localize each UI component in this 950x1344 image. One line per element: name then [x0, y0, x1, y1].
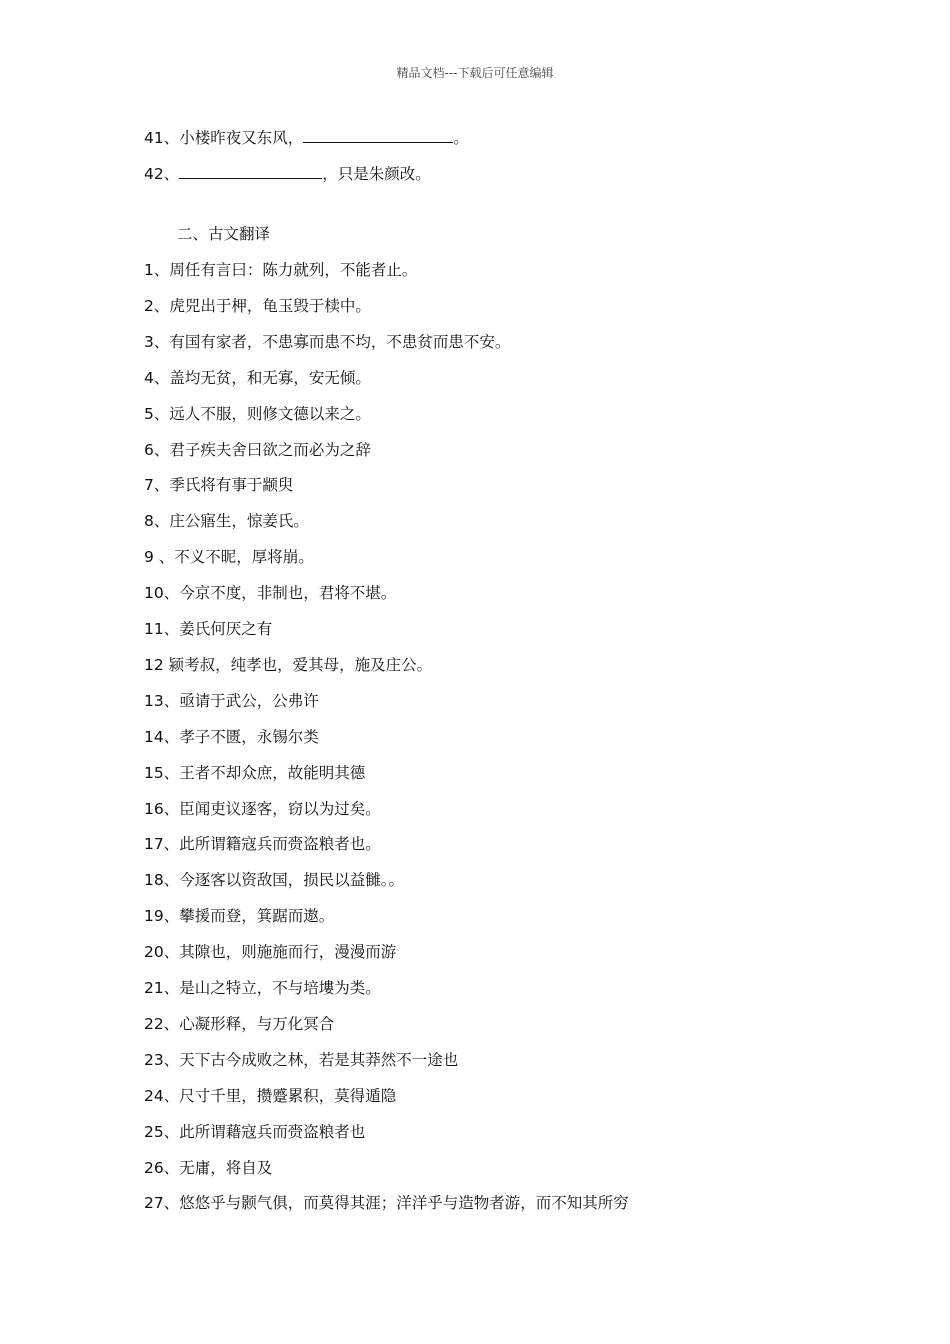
- translation-item: 5、远人不服，则修文德以来之。: [144, 404, 371, 423]
- translation-item: 19、攀援而登，箕踞而遨。: [144, 907, 335, 926]
- translation-item: 18、今逐客以资敌国，损民以益雠。。: [144, 871, 404, 890]
- translation-item: 1、周任有言曰：陈力就列，不能者止。: [144, 261, 418, 279]
- section-title: 二、古文翻译: [177, 225, 271, 243]
- fill-line-number: 41、: [144, 129, 180, 147]
- translation-item: 6、君子疾夫舍曰欲之而必为之辞: [144, 440, 371, 459]
- translation-item: 15、王者不却众庶，故能明其德: [144, 763, 366, 782]
- translation-item: 25、此所谓藉寇兵而赍盗粮者也: [144, 1122, 366, 1141]
- fill-line-42: [144, 164, 431, 184]
- translation-item: 22、心凝形释，与万化冥合: [144, 1014, 335, 1033]
- translation-item: 14、孝子不匮，永锡尔类: [144, 727, 319, 746]
- translation-item: 8、庄公寤生，惊姜氏。: [144, 512, 309, 531]
- translation-item: 26、无庸，将自及: [144, 1158, 273, 1177]
- translation-item: 17、此所谓籍寇兵而赍盗粮者也。: [144, 835, 381, 854]
- fill-line-number: 42、: [144, 165, 180, 183]
- translation-item: 23、天下古今成败之林，若是其莽然不一途也: [144, 1050, 459, 1069]
- page-header: 精品文档---下载后可任意编辑: [396, 66, 554, 80]
- translation-item: 7、季氏将有事于颛臾: [144, 476, 294, 495]
- answer-blank[interactable]: [179, 164, 322, 179]
- translation-item: 4、盖均无贫，和无寡，安无倾。: [144, 368, 371, 387]
- translation-item: 2、虎兕出于柙，龟玉毁于椟中。: [144, 296, 371, 315]
- translation-item: 24、尺寸千里，攒蹙累积，莫得遁隐: [144, 1086, 397, 1105]
- translation-item: 20、其隙也，则施施而行，漫漫而游: [144, 943, 397, 962]
- translation-item: 13、亟请于武公，公弗许: [144, 691, 319, 710]
- translation-item: 16、臣闻吏议逐客，窃以为过矣。: [144, 799, 381, 818]
- translation-item: 12 颍考叔，纯孝也，爱其母，施及庄公。: [144, 655, 433, 674]
- answer-blank[interactable]: [303, 128, 453, 143]
- translation-item: 3、有国有家者，不患寡而患不均，不患贫而患不安。: [144, 332, 511, 351]
- fill-line-text-after: ，只是朱颜改。: [322, 165, 431, 183]
- translation-item: 27、悠悠乎与颢气俱，而莫得其涯；洋洋乎与造物者游，而不知其所穷: [144, 1194, 629, 1213]
- translation-item: 9 、不义不昵，厚将崩。: [144, 548, 314, 567]
- fill-line-41: [144, 128, 469, 148]
- translation-item: 11、姜氏何厌之有: [144, 620, 273, 638]
- translation-item: 10、今京不度，非制也，君将不堪。: [144, 584, 397, 603]
- fill-line-text-before: 小楼昨夜又东风，: [179, 129, 304, 147]
- fill-line-text-after: 。: [453, 129, 469, 147]
- translation-item: 21、是山之特立，不与培塿为类。: [144, 979, 381, 997]
